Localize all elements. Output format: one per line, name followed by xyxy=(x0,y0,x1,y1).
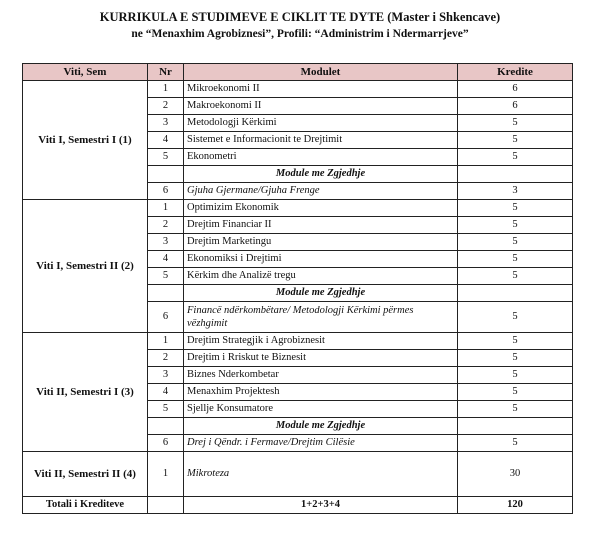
module-credits: 30 xyxy=(458,452,573,497)
header-nr: Nr xyxy=(148,64,184,81)
module-credits: 5 xyxy=(458,268,573,285)
module-name: Drejtim Strategjik i Agrobiznesit xyxy=(184,333,458,350)
title-suffix: (Master i Shkencave) xyxy=(387,10,501,24)
elective-module-name: Financë ndërkombëtare/ Metodologji Kërkimi përmes vëzhgimit xyxy=(184,302,458,333)
module-credits: 5 xyxy=(458,132,573,149)
module-name: Menaxhim Projektesh xyxy=(184,384,458,401)
module-credits: 5 xyxy=(458,350,573,367)
row-nr: 6 xyxy=(148,183,184,200)
module-name: Makroekonomi II xyxy=(184,98,458,115)
row-nr: 1 xyxy=(148,200,184,217)
row-nr: 1 xyxy=(148,452,184,497)
module-name: Metodologji Kërkimi xyxy=(184,115,458,132)
module-credits: 5 xyxy=(458,149,573,166)
module-credits: 5 xyxy=(458,115,573,132)
row-nr: 1 xyxy=(148,333,184,350)
elective-label: Module me Zgjedhje xyxy=(184,166,458,183)
row-nr: 6 xyxy=(148,302,184,333)
row-nr: 2 xyxy=(148,217,184,234)
module-credits: 5 xyxy=(458,234,573,251)
module-name: Ekonometri xyxy=(184,149,458,166)
semester-label: Viti II, Semestri I (3) xyxy=(23,333,148,452)
row-nr: 1 xyxy=(148,81,184,98)
row-nr: 5 xyxy=(148,401,184,418)
module-name: Drejtim i Rriskut te Biznesit xyxy=(184,350,458,367)
table-header-row xyxy=(23,64,573,81)
row-nr: 5 xyxy=(148,268,184,285)
row-nr: 3 xyxy=(148,115,184,132)
header-sem: Viti, Sem xyxy=(23,64,148,81)
elective-label: Module me Zgjedhje xyxy=(184,285,458,302)
semester-label: Viti I, Semestri I (1) xyxy=(23,81,148,200)
module-name: Optimizim Ekonomik xyxy=(184,200,458,217)
module-credits: 5 xyxy=(458,367,573,384)
module-credits: 6 xyxy=(458,98,573,115)
module-name: Drejtim Financiar II xyxy=(184,217,458,234)
module-name: Biznes Nderkombetar xyxy=(184,367,458,384)
elective-module-name: Gjuha Gjermane/Gjuha Frenge xyxy=(184,183,458,200)
module-credits: 5 xyxy=(458,302,573,333)
row-nr: 3 xyxy=(148,234,184,251)
total-formula: 1+2+3+4 xyxy=(184,497,458,514)
table-row xyxy=(23,200,573,217)
table-row xyxy=(23,81,573,98)
row-nr: 4 xyxy=(148,384,184,401)
elective-module-name: Drej i Qëndr. i Fermave/Drejtim Cilësie xyxy=(184,435,458,452)
table-row xyxy=(23,452,573,497)
module-name: Kërkim dhe Analizë tregu xyxy=(184,268,458,285)
row-nr: 4 xyxy=(148,132,184,149)
row-nr: 2 xyxy=(148,98,184,115)
semester-label: Viti I, Semestri II (2) xyxy=(23,200,148,333)
module-credits: 3 xyxy=(458,183,573,200)
module-credits: 5 xyxy=(458,251,573,268)
module-credits: 5 xyxy=(458,401,573,418)
module-name: Drejtim Marketingu xyxy=(184,234,458,251)
row-nr: 2 xyxy=(148,350,184,367)
module-credits: 5 xyxy=(458,333,573,350)
module-credits: 5 xyxy=(458,384,573,401)
total-label: Totali i Krediteve xyxy=(23,497,148,514)
module-name: Ekonomiksi i Drejtimi xyxy=(184,251,458,268)
curriculum-table xyxy=(22,63,573,514)
table-row xyxy=(23,333,573,350)
header-modules: Modulet xyxy=(184,64,458,81)
module-credits: 5 xyxy=(458,217,573,234)
document-title xyxy=(0,10,600,25)
module-name: Mikroteza xyxy=(184,452,458,497)
module-name: Mikroekonomi II xyxy=(184,81,458,98)
row-nr: 6 xyxy=(148,435,184,452)
header-credits: Kredite xyxy=(458,64,573,81)
title-main: KURRIKULA E STUDIMEVE E CIKLIT TE DYTE xyxy=(99,10,385,24)
module-credits: 6 xyxy=(458,81,573,98)
module-name: Sistemet e Informacionit te Drejtimit xyxy=(184,132,458,149)
elective-label: Module me Zgjedhje xyxy=(184,418,458,435)
module-name: Sjellje Konsumatore xyxy=(184,401,458,418)
row-nr: 4 xyxy=(148,251,184,268)
document-subtitle: ne “Menaxhim Agrobiznesi”, Profili: “Administrim i Ndermarrjeve” xyxy=(131,28,469,40)
row-nr: 3 xyxy=(148,367,184,384)
row-nr: 5 xyxy=(148,149,184,166)
semester-label: Viti II, Semestri II (4) xyxy=(23,452,148,497)
module-credits: 5 xyxy=(458,435,573,452)
total-credits: 120 xyxy=(458,497,573,514)
total-row xyxy=(23,497,573,514)
module-credits: 5 xyxy=(458,200,573,217)
